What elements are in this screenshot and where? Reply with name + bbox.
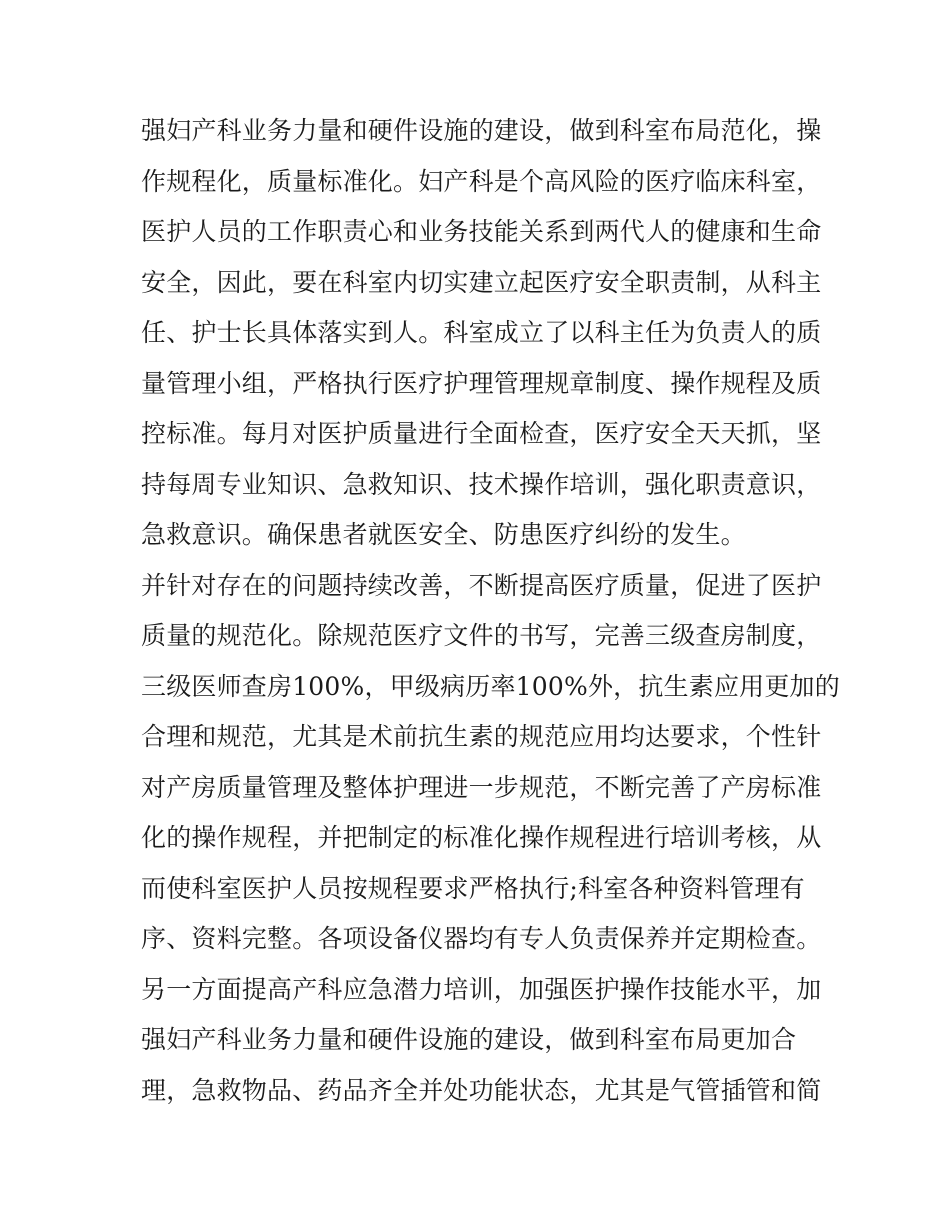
- text-line: 对产房质量管理及整体护理进一步规范，不断完善了产房标准: [141, 772, 822, 802]
- text-line: 并针对存在的问题持续改善，不断提高医疗质量，促进了医护: [141, 570, 822, 600]
- text-line: 化的操作规程，并把制定的标准化操作规程进行培训考核，从: [141, 823, 822, 852]
- body-text: [141, 106, 840, 1116]
- text-line: 合理和规范，尤其是术前抗生素的规范应用均达要求，个性针: [141, 722, 822, 751]
- text-line: 强妇产科业务力量和硬件设施的建设，做到科室布局范化，操: [141, 116, 822, 145]
- text-line: 急救意识。确保患者就医安全、防患医疗纠纷的发生。: [141, 520, 746, 549]
- text-line: 安全，因此，要在科室内切实建立起医疗安全职责制，从科主: [141, 267, 822, 297]
- text-line: 任、护士长具体落实到人。科室成立了以科主任为负责人的质: [141, 318, 822, 347]
- text-line: 量管理小组，严格执行医疗护理管理规章制度、操作规程及质: [141, 368, 822, 398]
- text-line: 强妇产科业务力量和硬件设施的建设，做到科室布局更加合: [141, 1025, 797, 1054]
- text-line: 持每周专业知识、急救知识、技术操作培训，强化职责意识，: [141, 469, 822, 499]
- text-line: 三级医师查房100%，甲级病历率100%外，抗生素应用更加的: [141, 671, 840, 701]
- text-line: 医护人员的工作职责心和业务技能关系到两代人的健康和生命: [141, 217, 822, 246]
- text-line: 另一方面提高产科应急潜力培训，加强医护操作技能水平，加: [141, 974, 822, 1004]
- text-line: 序、资料完整。各项设备仪器均有专人负责保养并定期检查。: [141, 924, 822, 953]
- text-line: 而使科室医护人员按规程要求严格执行;科室各种资料管理有: [141, 873, 805, 903]
- text-line: 控标准。每月对医护质量进行全面检查，医疗安全天天抓，坚: [141, 419, 822, 448]
- text-line: 作规程化，质量标准化。妇产科是个高风险的医疗临床科室，: [141, 166, 822, 196]
- text-line: 质量的规范化。除规范医疗文件的书写，完善三级查房制度，: [141, 621, 822, 650]
- text-line: 理，急救物品、药品齐全并处功能状态，尤其是气管插管和简: [141, 1075, 822, 1105]
